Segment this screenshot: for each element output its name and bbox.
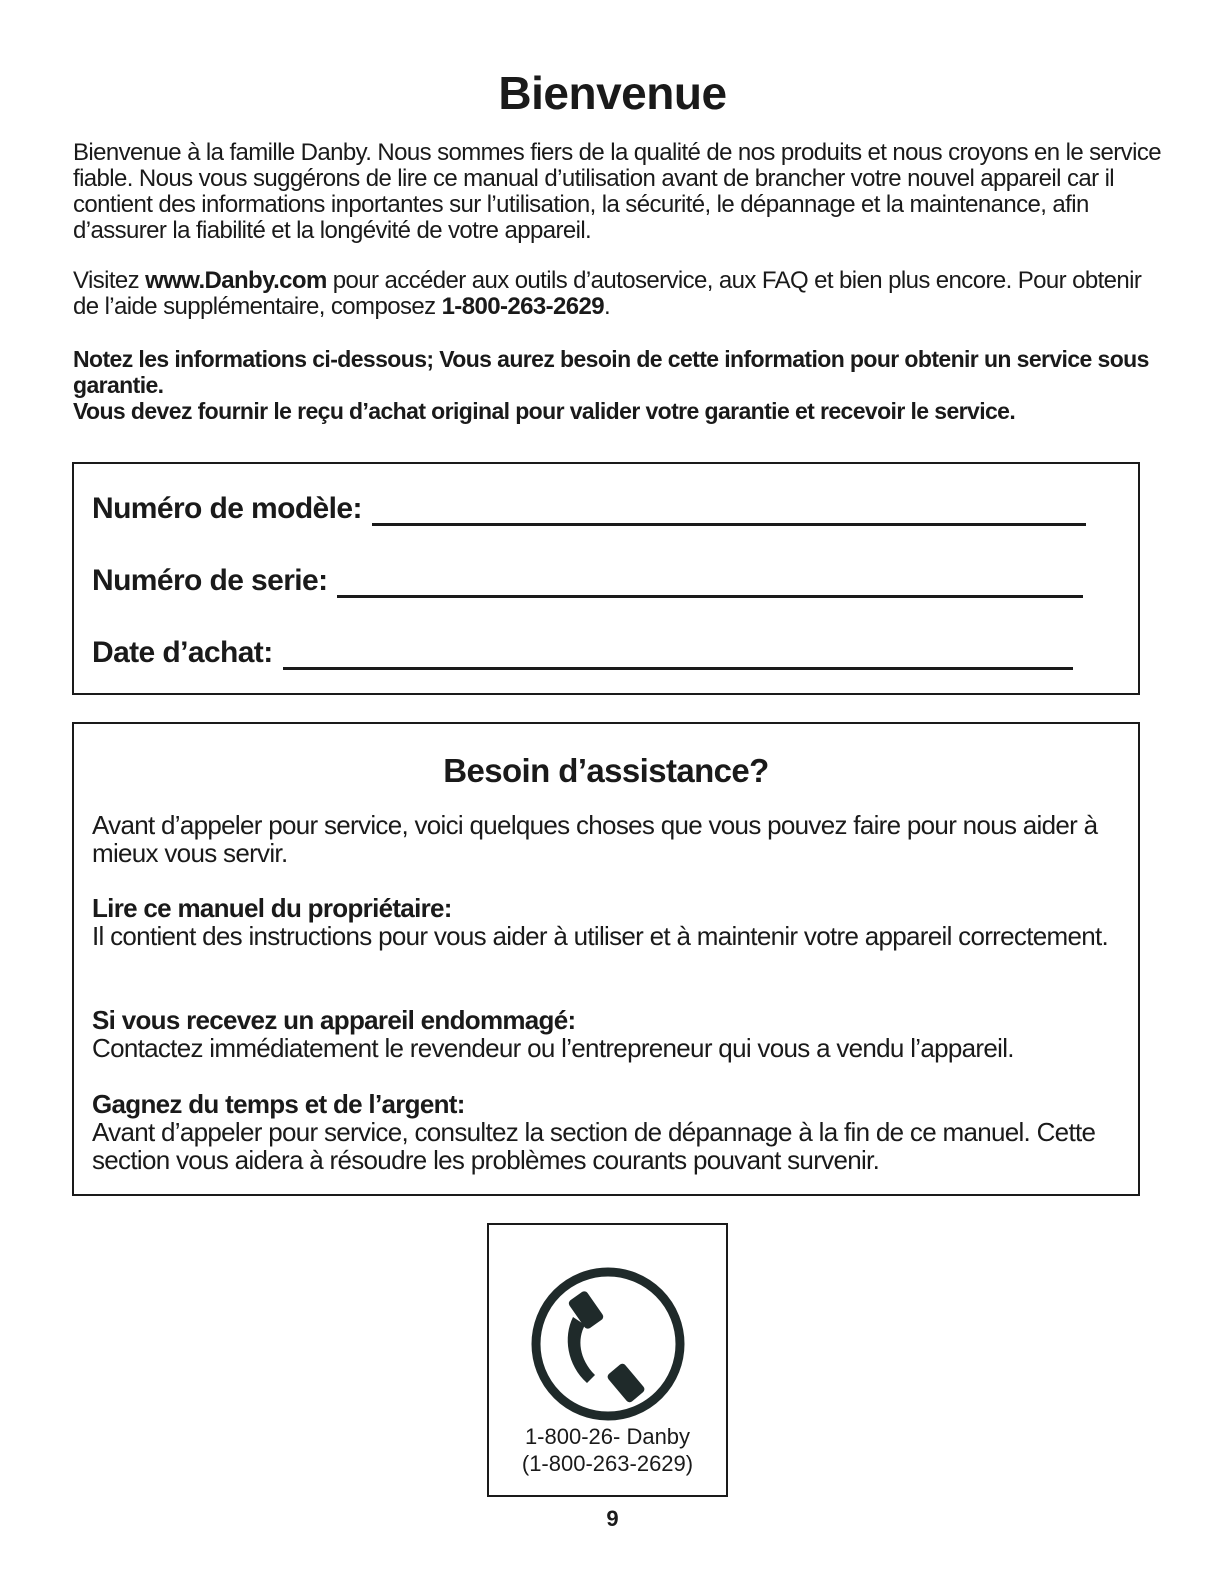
assistance-intro: Avant d’appeler pour service, voici quelques choses que vous pouvez faire pour nous aider à mieux vous servir.: [92, 810, 1098, 868]
model-number-label: Numéro de modèle:: [92, 492, 362, 525]
website-link[interactable]: www.Danby.com: [145, 267, 327, 294]
warranty-notice: [73, 346, 1163, 424]
serial-number-field: [92, 564, 1083, 598]
model-number-field: [92, 492, 1086, 526]
section-body: Il contient des instructions pour vous aider à utiliser et à maintenir votre appareil correctement.: [92, 921, 1109, 951]
assistance-section: [92, 894, 1132, 950]
phone-icon: [529, 1265, 687, 1423]
section-heading: Lire ce manuel du propriétaire:: [92, 893, 452, 923]
section-heading: Si vous recevez un appareil endommagé:: [92, 1005, 576, 1035]
serial-number-line[interactable]: [337, 573, 1083, 598]
website-paragraph: [73, 268, 1163, 320]
phone-contact-box: [487, 1223, 728, 1497]
purchase-date-line[interactable]: [283, 645, 1073, 670]
phone-numeric-number: (1-800-263-2629): [521, 1451, 694, 1476]
purchase-date-label: Date d’achat:: [92, 636, 273, 669]
notice-line-2: Vous devez fournir le reçu d’achat original pour valider votre garantie et recevoir le service.: [73, 398, 1016, 424]
section-body: Contactez immédiatement le revendeur ou l’entrepreneur qui vous a vendu l’appareil.: [92, 1033, 1014, 1063]
phone-vanity-number: 1-800-26- Danby: [524, 1424, 691, 1449]
section-body: Avant d’appeler pour service, consultez la section de dépannage à la fin de ce manuel. Cette section vous aidera à résoudre les problèmes courants pouvant survenir.: [92, 1117, 1096, 1175]
serial-number-label: Numéro de serie:: [92, 564, 328, 597]
assistance-section: [92, 1090, 1132, 1174]
assistance-section: [92, 1006, 1132, 1062]
section-heading: Gagnez du temps et de l’argent:: [92, 1089, 465, 1119]
assistance-title: Besoin d’assistance?: [443, 752, 769, 789]
notice-line-1: Notez les informations ci-dessous; Vous aurez besoin de cette information pour obtenir un service sous garantie.: [73, 346, 1149, 398]
website-prefix: Visitez: [73, 267, 146, 294]
welcome-paragraph: Bienvenue à la famille Danby. Nous sommes fiers de la qualité de nos produits et nous croyons en le service fiable. Nous vous suggérons de lire ce manual d’utilisation avant de brancher votre nouvel appareil car il contient des informations inportantes sur l’utilisation, la sécurité, le dépannage et la maintenance, afin d’assurer la fiabilité et la longévité de votre appareil.: [73, 139, 1161, 244]
website-suffix: .: [603, 293, 611, 320]
website-middle: pour accéder aux outils d’autoservice, aux FAQ et bien plus encore. Pour obtenir de l’aide supplémentaire, composez: [73, 267, 1142, 320]
phone-numbers: [489, 1423, 726, 1477]
page-title: Bienvenue: [498, 67, 727, 119]
assistance-box: [72, 722, 1140, 1196]
product-record-form: [72, 462, 1140, 695]
purchase-date-field: [92, 636, 1073, 670]
model-number-line[interactable]: [372, 501, 1086, 526]
support-phone: 1-800-263-2629: [441, 293, 604, 320]
page-number: 9: [606, 1506, 619, 1531]
